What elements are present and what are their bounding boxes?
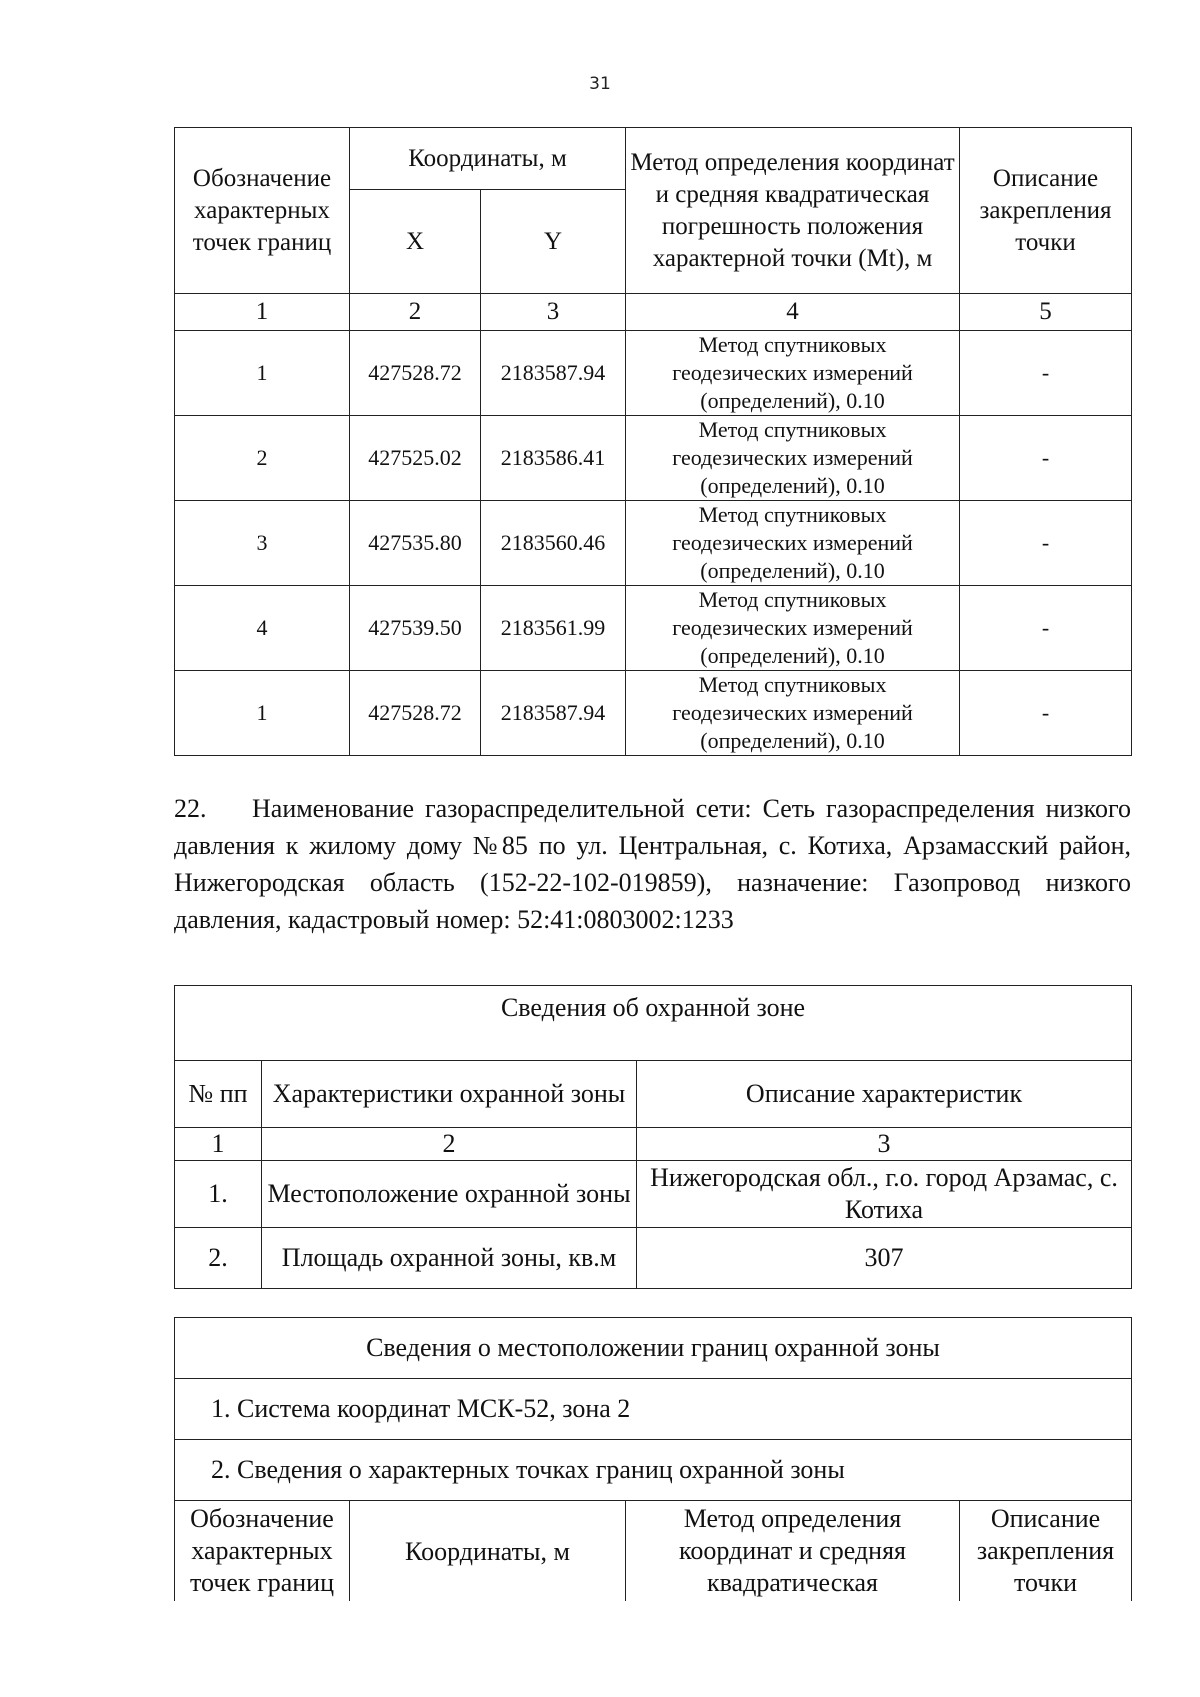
method-cell: Метод спутниковых геодезических измерений (определений), 0.10: [626, 331, 960, 416]
section-number: 22.: [174, 794, 207, 823]
row-number: 2.: [175, 1228, 262, 1289]
column-number: 1: [175, 294, 350, 331]
characteristic-cell: Местоположение охранной зоны: [262, 1161, 637, 1228]
header-fixing-description: Описание закрепления точки: [960, 1501, 1132, 1602]
desc-cell: -: [960, 416, 1132, 501]
method-cell: Метод спутниковых геодезических измерений (определений), 0.10: [626, 501, 960, 586]
header-description: Описание характеристик: [637, 1061, 1132, 1128]
header-coordinates: Координаты, м: [350, 1501, 626, 1602]
table-row: [175, 1228, 1132, 1289]
y-cell: 2183587.94: [481, 671, 626, 756]
y-cell: 2183561.99: [481, 586, 626, 671]
characteristic-points-item: 2. Сведения о характерных точках границ охранной зоны: [175, 1440, 1132, 1501]
zone-table-title: Сведения об охранной зоне: [175, 986, 1132, 1061]
method-cell: Метод спутниковых геодезических измерений (определений), 0.10: [626, 416, 960, 501]
column-number: 1: [175, 1128, 262, 1161]
column-number: 2: [262, 1128, 637, 1161]
row-number: 1.: [175, 1161, 262, 1228]
page-number: 31: [589, 74, 611, 94]
description-cell: Нижегородская обл., г.о. город Арзамас, с. Котиха: [637, 1161, 1132, 1228]
point-cell: 1: [175, 671, 350, 756]
table-row: [175, 671, 1132, 756]
header-number: № пп: [175, 1061, 262, 1128]
header-x: X: [350, 190, 481, 294]
table-row: [175, 416, 1132, 501]
header-coordinates: Координаты, м: [350, 128, 626, 190]
column-number: 3: [481, 294, 626, 331]
method-cell: Метод спутниковых геодезических измерений (определений), 0.10: [626, 586, 960, 671]
desc-cell: -: [960, 671, 1132, 756]
characteristic-cell: Площадь охранной зоны, кв.м: [262, 1228, 637, 1289]
table-row: [175, 586, 1132, 671]
table-row: [175, 1161, 1132, 1228]
y-cell: 2183587.94: [481, 331, 626, 416]
point-cell: 1: [175, 331, 350, 416]
desc-cell: -: [960, 331, 1132, 416]
column-number: 2: [350, 294, 481, 331]
column-number: 3: [637, 1128, 1132, 1161]
column-numbers-row: [175, 294, 1132, 331]
coordinates-table: [174, 127, 1132, 756]
protection-zone-table: [174, 985, 1132, 1289]
x-cell: 427535.80: [350, 501, 481, 586]
header-point-designation: Обозначение характерных точек границ: [175, 128, 350, 294]
table-row: [175, 331, 1132, 416]
x-cell: 427525.02: [350, 416, 481, 501]
y-cell: 2183586.41: [481, 416, 626, 501]
x-cell: 427528.72: [350, 331, 481, 416]
method-cell: Метод спутниковых геодезических измерений (определений), 0.10: [626, 671, 960, 756]
header-characteristics: Характеристики охранной зоны: [262, 1061, 637, 1128]
coordinate-system-item: 1. Система координат МСК-52, зона 2: [175, 1379, 1132, 1440]
bounds-table-title: Сведения о местоположении границ охранной зоны: [175, 1318, 1132, 1379]
column-number: 4: [626, 294, 960, 331]
header-method: Метод определения координат и средняя квадратическая: [626, 1501, 960, 1602]
desc-cell: -: [960, 586, 1132, 671]
section-text: Наименование газораспределительной сети: Сеть газораспределения низкого давления к жилому дому №85 по ул. Центральная, с. Котиха, Арзамасский район, Нижегородская область (152-22-102-019859), назначение: Газопровод низкого давления, кадастровый номер: 52:41:0803002:1233: [174, 794, 1131, 934]
section-paragraph: [174, 790, 1131, 938]
y-cell: 2183560.46: [481, 501, 626, 586]
point-cell: 2: [175, 416, 350, 501]
header-method: Метод определения координат и средняя квадратическая погрешность положения характерной точки (Mt), м: [626, 128, 960, 294]
boundary-info-table: [174, 1317, 1132, 1601]
column-number: 5: [960, 294, 1132, 331]
description-cell: 307: [637, 1228, 1132, 1289]
x-cell: 427539.50: [350, 586, 481, 671]
header-fixing-description: Описание закрепления точки: [960, 128, 1132, 294]
desc-cell: -: [960, 501, 1132, 586]
table-row: [175, 501, 1132, 586]
header-point-designation: Обозначение характерных точек границ: [175, 1501, 350, 1602]
x-cell: 427528.72: [350, 671, 481, 756]
point-cell: 4: [175, 586, 350, 671]
point-cell: 3: [175, 501, 350, 586]
header-y: Y: [481, 190, 626, 294]
column-numbers-row: [175, 1128, 1132, 1161]
